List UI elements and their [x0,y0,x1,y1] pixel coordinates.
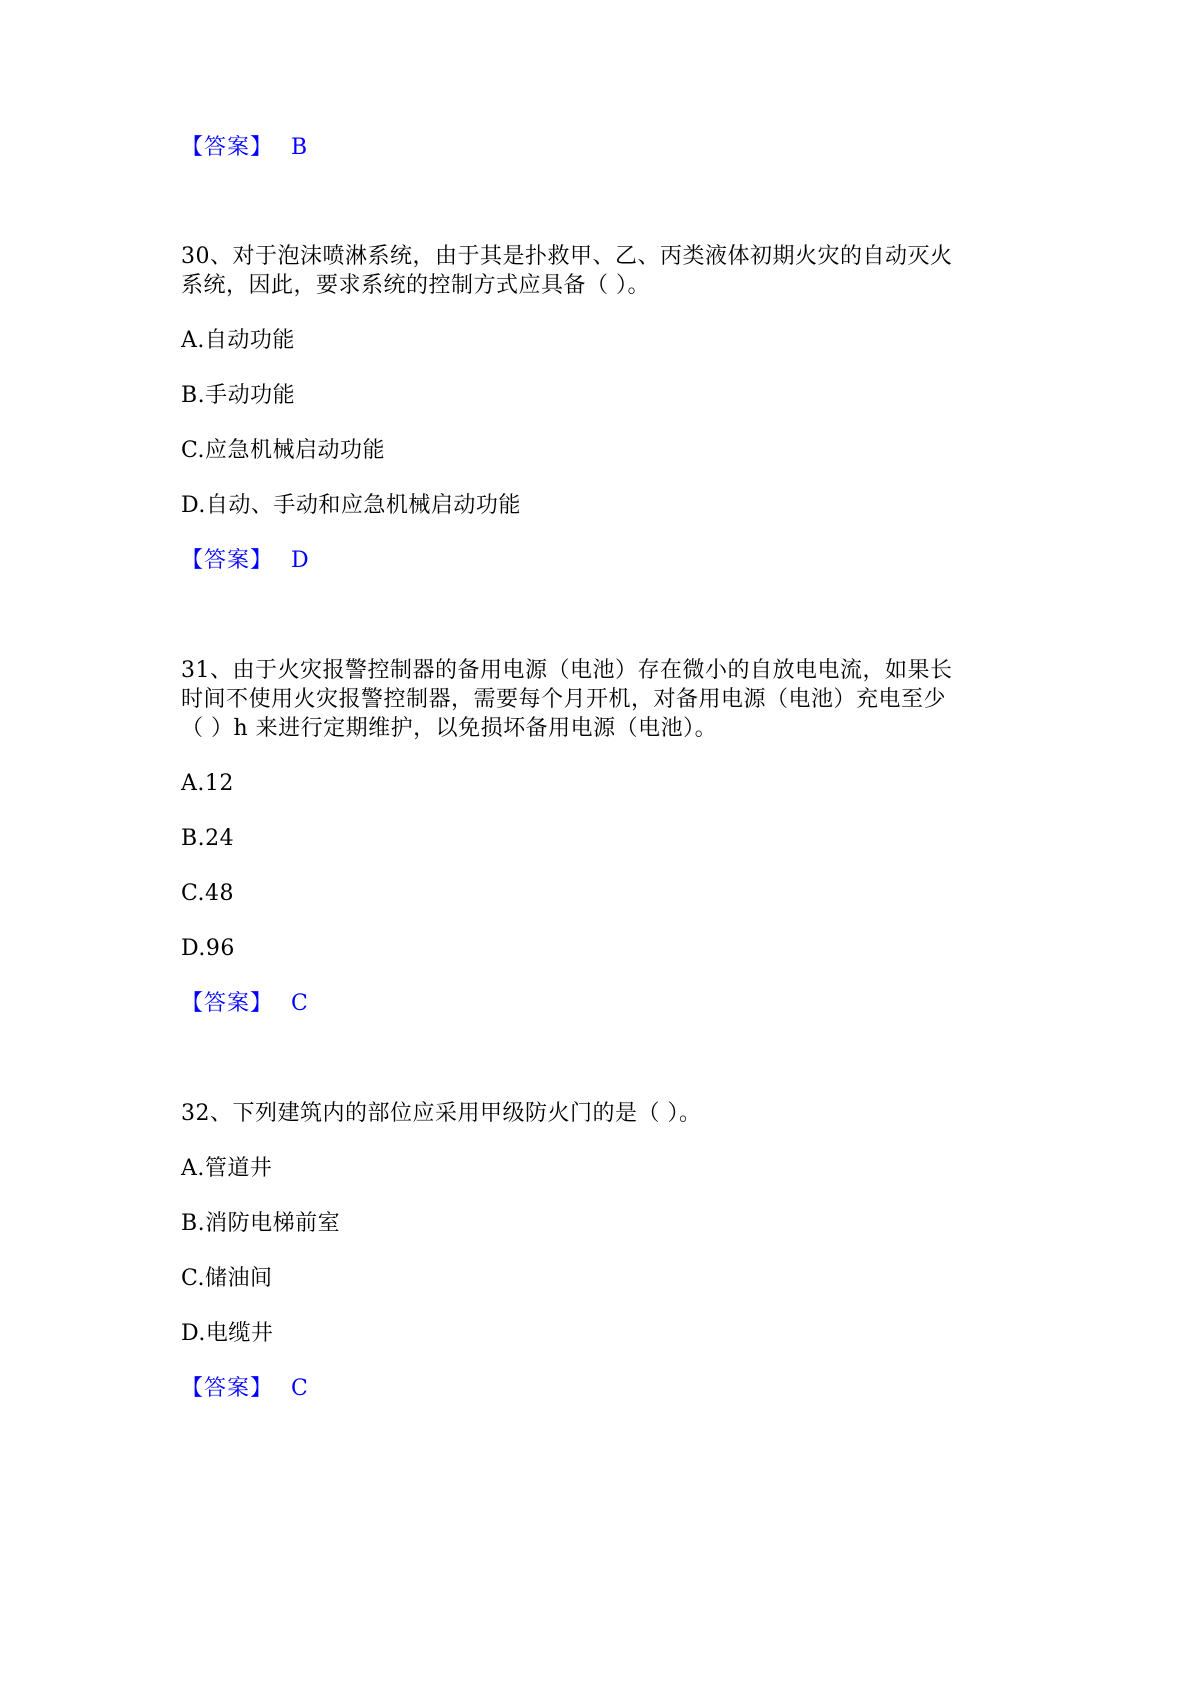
q32-option-d: D.电缆井 [181,1321,274,1346]
q30-stem-line-1: 30、对于泡沫喷淋系统，由于其是扑救甲、乙、丙类液体初期火灾的自动灭火 [181,244,953,269]
answer-label: 【答案】 [181,991,274,1016]
q31-stem-line-3: （ ）h 来进行定期维护，以免损坏备用电源（电池）。 [181,716,718,741]
answer-value: B [291,135,308,160]
answer-32 [181,1374,308,1404]
q32-option-b: B.消防电梯前室 [181,1211,341,1236]
q32-option-a: A.管道井 [181,1156,273,1181]
q30-option-a: A.自动功能 [181,328,295,353]
answer-value: C [291,1376,309,1401]
answer-value: C [291,991,309,1016]
q30-option-c: C.应急机械启动功能 [181,438,386,463]
answer-30 [181,546,309,576]
q31-option-b: B.24 [181,826,235,851]
q31-option-d: D.96 [181,936,235,961]
answer-label: 【答案】 [181,548,274,573]
answer-label: 【答案】 [181,135,274,160]
answer-29 [181,133,308,163]
q31-option-c: C.48 [181,881,235,906]
q32-stem-line-1: 32、下列建筑内的部位应采用甲级防火门的是（ ）。 [181,1101,702,1126]
q31-stem-line-1: 31、由于火灾报警控制器的备用电源（电池）存在微小的自放电电流，如果长 [181,658,953,683]
q30-stem-line-2: 系统，因此，要求系统的控制方式应具备（ ）。 [181,273,650,298]
answer-31 [181,989,308,1019]
q32-option-c: C.储油间 [181,1266,273,1291]
q31-option-a: A.12 [181,771,234,796]
answer-label: 【答案】 [181,1376,274,1401]
q31-stem-line-2: 时间不使用火灾报警控制器，需要每个月开机，对备用电源（电池）充电至少 [181,687,947,712]
q30-option-b: B.手动功能 [181,383,296,408]
q30-option-d: D.自动、手动和应急机械启动功能 [181,493,521,518]
answer-value: D [291,548,310,573]
